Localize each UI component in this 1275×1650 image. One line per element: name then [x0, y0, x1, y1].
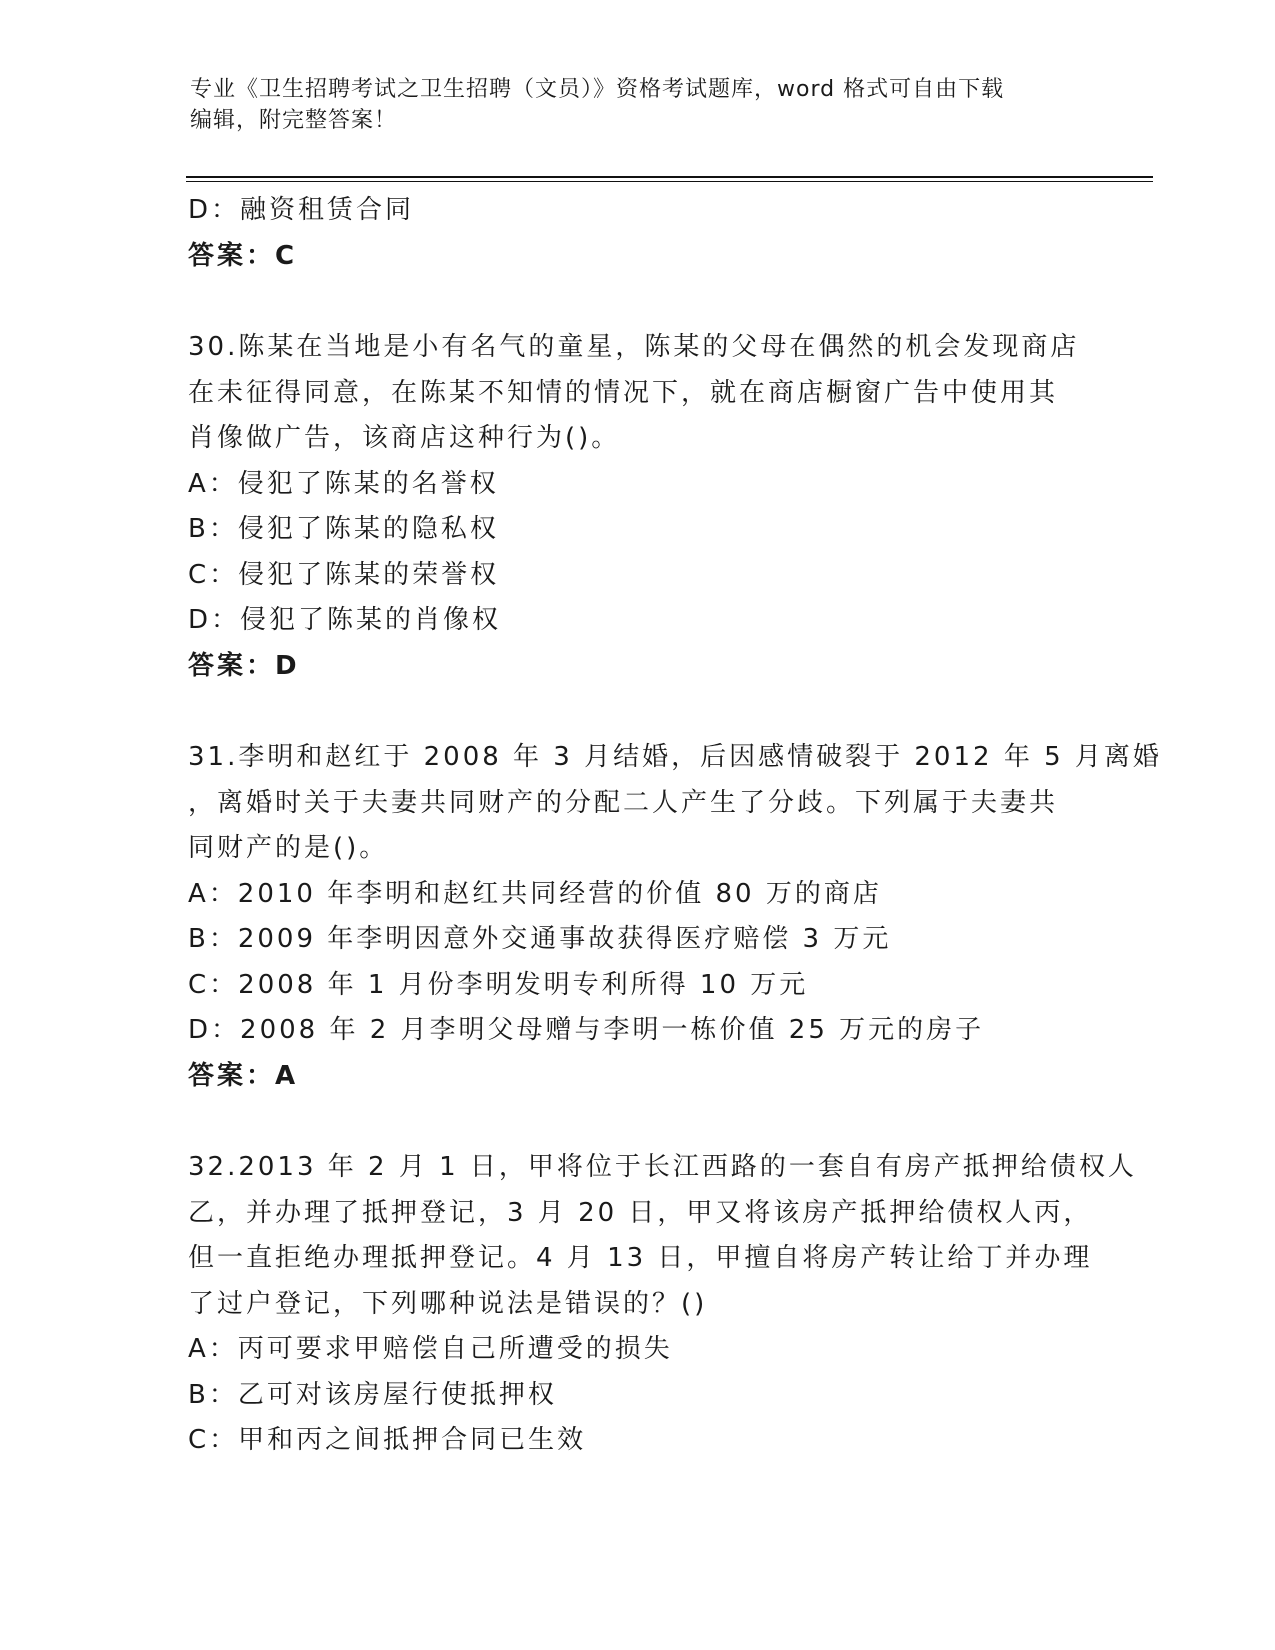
question-30-option-b: B：侵犯了陈某的隐私权: [188, 514, 499, 544]
question-31-answer: 答案：A: [188, 1060, 299, 1091]
question-31-stem: [188, 735, 1162, 872]
question-31-option-b: B：2009 年李明因意外交通事故获得医疗赔偿 3 万元: [188, 924, 892, 954]
question-31-option-a: A：2010 年李明和赵红共同经营的价值 80 万的商店: [188, 878, 882, 909]
question-31-stem-line: ，离婚时关于夫妻共同财产的分配二人产生了分歧。下列属于夫妻共: [188, 787, 1059, 818]
header-divider-thin: [186, 181, 1153, 182]
question-30-answer: 答案：D: [188, 650, 300, 681]
question-31-stem-line: 同财产的是()。: [188, 833, 389, 863]
question-30-option-d: D：侵犯了陈某的肖像权: [188, 605, 502, 635]
question-32-stem-line: 了过户登记，下列哪种说法是错误的？(): [188, 1288, 708, 1319]
question-32-stem-line: 乙，并办理了抵押登记，3 月 20 日，甲又将该房产抵押给债权人丙，: [188, 1197, 1093, 1228]
question-31-option-c: C：2008 年 1 月份李明发明专利所得 10 万元: [188, 969, 809, 1000]
header-divider-thick: [186, 176, 1153, 178]
prev-option-d: D：融资租赁合同: [188, 195, 415, 225]
question-32-option-c: C：甲和丙之间抵押合同已生效: [188, 1425, 587, 1455]
question-32-stem-line: 32.2013 年 2 月 1 日，甲将位于长江西路的一套自有房产抵押给债权人: [188, 1152, 1137, 1182]
question-32-stem: [188, 1145, 1137, 1327]
question-30-option-a: A：侵犯了陈某的名誉权: [188, 468, 499, 499]
question-30-stem-line: 在未征得同意，在陈某不知情的情况下，就在商店橱窗广告中使用其: [188, 377, 1059, 408]
question-32-option-a: A：丙可要求甲赔偿自己所遭受的损失: [188, 1334, 673, 1364]
question-32-stem-line: 但一直拒绝办理抵押登记。4 月 13 日，甲擅自将房产转让给丁并办理: [188, 1243, 1093, 1273]
question-30-stem-line: 肖像做广告，该商店这种行为()。: [188, 423, 621, 453]
prev-answer: 答案：C: [188, 240, 298, 271]
question-32-option-b: B：乙可对该房屋行使抵押权: [188, 1379, 557, 1410]
question-31-stem-line: 31.李明和赵红于 2008 年 3 月结婚，后因感情破裂于 2012 年 5 月离婚: [188, 742, 1162, 772]
question-30-stem-line: 30.陈某在当地是小有名气的童星，陈某的父母在偶然的机会发现商店: [188, 332, 1080, 362]
question-31: [188, 735, 1162, 1099]
question-31-option-d: D：2008 年 2 月李明父母赠与李明一栋价值 25 万元的房子: [188, 1015, 985, 1045]
question-30: [188, 325, 1088, 689]
question-30-stem: [188, 325, 1088, 462]
question-30-option-c: C：侵犯了陈某的荣誉权: [188, 559, 500, 590]
header-line-2: 编辑，附完整答案！: [190, 108, 398, 133]
question-list: [188, 188, 1162, 1464]
question-32: [188, 1145, 1137, 1464]
document-header: [190, 74, 1090, 136]
header-line-1: 专业《卫生招聘考试之卫生招聘（文员）》资格考试题库，word 格式可自由下载: [190, 77, 1005, 102]
